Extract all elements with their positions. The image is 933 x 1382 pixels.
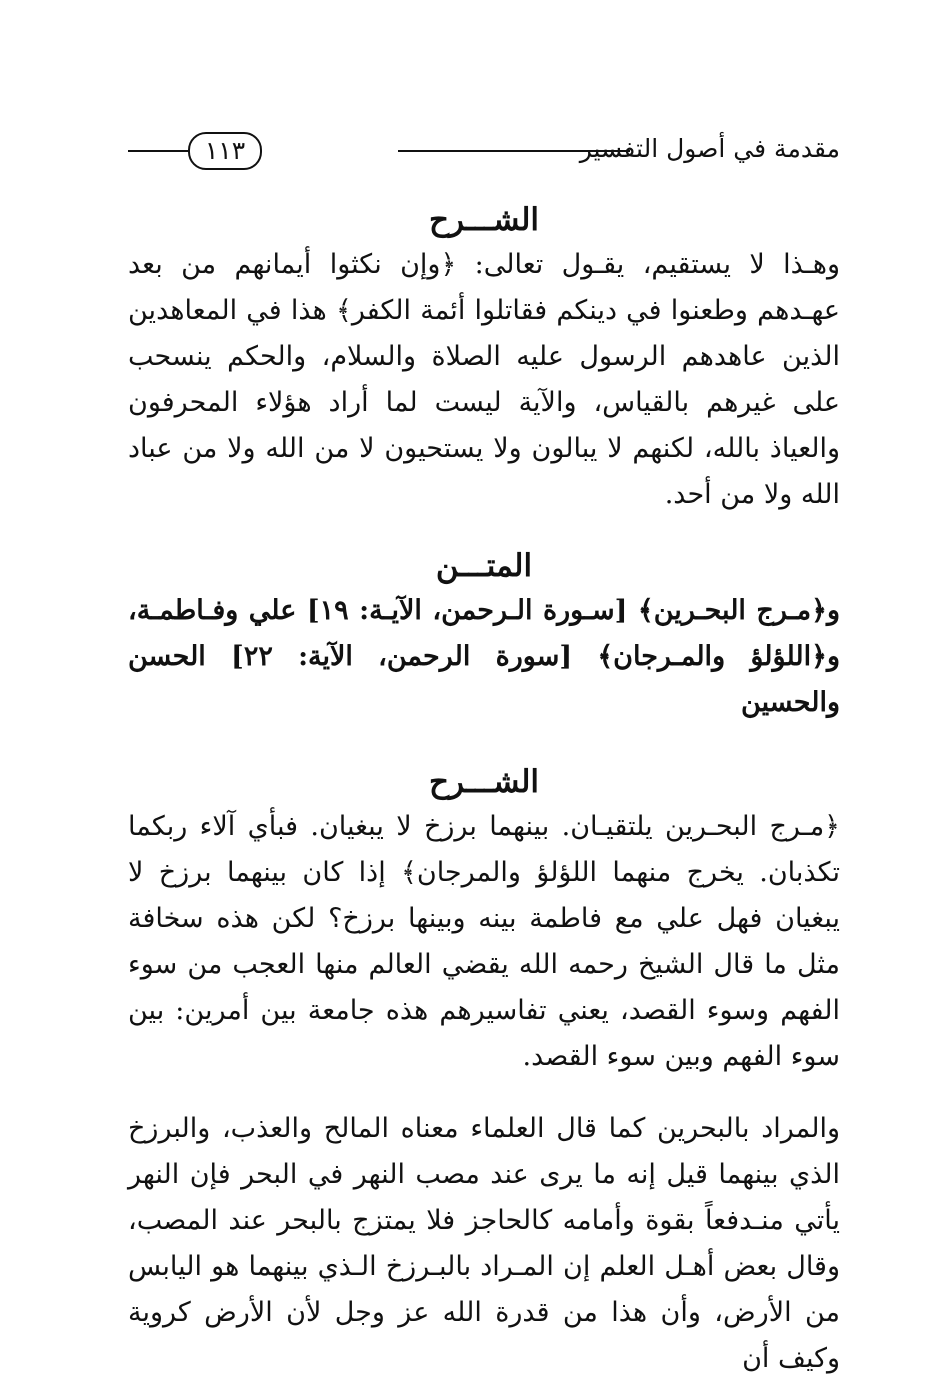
- page-body: [128, 198, 840, 1382]
- commentary-paragraph-3: والمراد بالبحرين كما قال العلماء معناه المالح والعذب، والبرزخ الذي بينهما قيل إنه ما يرى عند مصب النهر في البحر فإن النهر يأتي منـدفعاً بقوة وأمامه كالحاجز فلا يمتزج بالبحر عند المصب، وقال بعض أهـل العلم إن المـراد بالبـرزخ الـذي بينهما هو اليابس من الأرض، وأن هذا من قدرة الله عز وجل لأن الأرض كروية وكيف أن: [128, 1113, 841, 1374]
- commentary-paragraph-1: وهـذا لا يستقيم، يقـول تعالى: ﴿وإن نكثوا أيمانهم من بعد عهـدهم وطعنوا في دينكم فقاتلوا أئمة الكفر﴾ هذا في المعاهدين الذين عاهدهم الرسول عليه الصلاة والسلام، والحكم ينسحب على غيرهم بالقياس، والآية ليست لما أراد هؤلاء المحرفون والعياذ بالله، لكنهم لا يبالون ولا يستحيون لا من الله ولا من عباد الله ولا من أحد.: [128, 249, 840, 510]
- header-rule-left: [128, 150, 188, 152]
- section-heading-matn: المتـــن: [435, 548, 533, 584]
- book-title: مقدمة في أصول التفسير: [579, 134, 840, 163]
- section-heading-sharh-2: الشـــرح: [428, 764, 540, 800]
- running-header: [128, 128, 840, 172]
- matn-paragraph: و﴿مـرج البحـرين﴾ [سـورة الـرحمن، الآيـة: ١٩] علي وفـاطمـة، و﴿اللؤلؤ والمـرجان﴾ [سورة الرحمن، الآية: ٢٢] الحسن والحسين: [128, 595, 840, 718]
- header-rule-right: [398, 150, 630, 152]
- section-heading-sharh-1: الشـــرح: [428, 202, 540, 238]
- page-number: ١١٣: [188, 132, 262, 170]
- commentary-paragraph-2: ﴿مـرج البحـرين يلتقيـان. بينهما برزخ لا يبغيان. فبأي آلاء ربكما تكذبان. يخرج منهما اللؤلؤ والمرجان﴾ إذا كان بينهما برزخ لا يبغيان فهل علي مع فاطمة بينه وبينها برزخ؟ لكن هذه سخافة مثل ما قال الشيخ رحمه الله يقضي العالم منها العجب من سوء الفهم وسوء القصد، يعني تفاسيرهم هذه جامعة بين أمرين: بين سوء الفهم وبين سوء القصد.: [128, 811, 840, 1072]
